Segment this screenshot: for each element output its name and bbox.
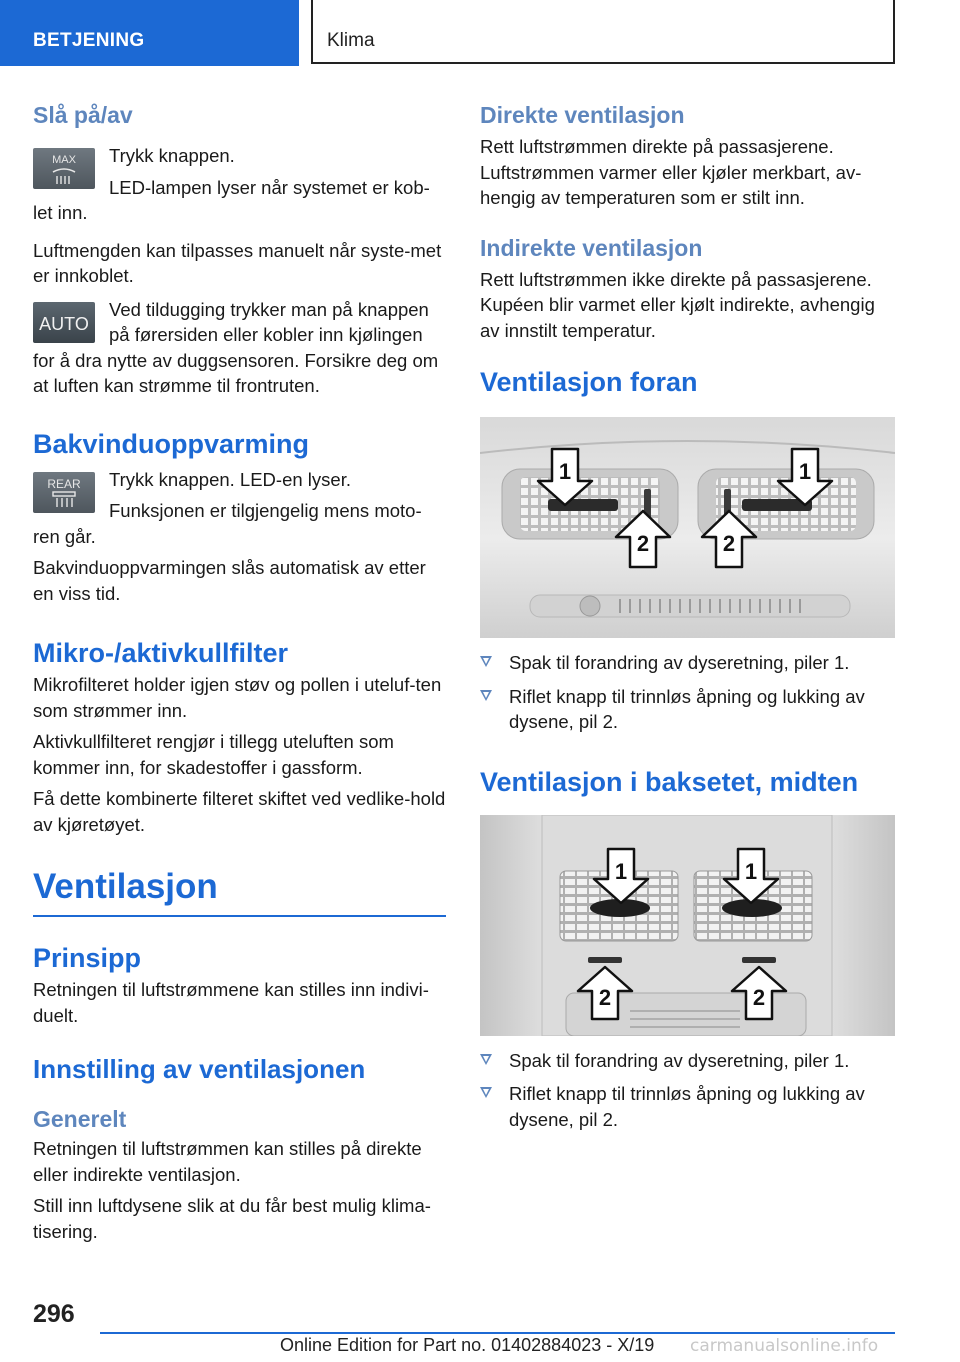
rear-icon-label: REAR [47,476,81,491]
chapter-box [311,0,895,64]
heading-mikrofilter: Mikro-/aktivkullfilter [33,638,289,668]
triangle-bullet-icon [480,690,492,701]
triangle-bullet-icon [480,1054,492,1065]
max-defrost-icon [33,148,95,189]
right-column [480,100,895,1132]
heading-innstilling: Innstilling av ventilasjonen [33,1054,366,1084]
auto-icon-label: AUTO [39,313,89,334]
auto-text-b: for å dra nytte av duggsensoren. Forsikre deg om at luften kan strømme til frontruten. [33,349,439,396]
heading-ventilasjon-foran: Ventilasjon foran [480,367,698,397]
footer-rule [100,1332,895,1334]
bak-text-1: Trykk knappen. LED-en lyser. [109,468,351,490]
rear-arrow-label-2a: 2 [598,984,612,1010]
front-bullet-2: Riflet knapp til trinnløs åpning og lukking av dysene, pil 2. [509,685,865,732]
auto-text-a: Ved tildugging trykker man på knappen på førersiden eller kobler inn kjølingen [109,298,429,345]
bak-text-3: Bakvinduoppvarmingen slås automatisk av etter en viss tid. [33,557,426,604]
rear-arrow-label-2b: 2 [752,984,766,1010]
heading-bakvinduoppvarming: Bakvinduoppvarming [33,428,310,459]
auto-block [33,297,446,348]
heading-indirekte: Indirekte ventilasjon [480,234,703,261]
front-arrow-label-2a: 2 [636,531,650,556]
front-vents-photo [480,417,895,638]
bak-text-2a: Funksjonen er tilgjengelig mens moto- [109,500,422,521]
heading-direkte: Direkte ventilasjon [480,102,685,128]
left-column [33,100,446,1244]
indirekte-text: Rett luftstrømmen ikke direkte på passasjerene. Kupéen blir varmet eller kjølt indirekte, avhengig av innstilt temperatur. [480,268,875,341]
heading-generelt: Generelt [33,1106,127,1132]
bak-text-2b: ren går. [33,525,96,547]
prinsipp-text: Retningen til luftstrømmene kan stilles inn indivi-duelt. [33,979,429,1026]
front-bullet-list [480,650,895,735]
mikro-text-2: Aktivkullfilteret rengjør i tillegg uteluften som kommer inn, for skadestoffer i gassform. [33,731,394,778]
front-arrow-label-1a: 1 [558,459,572,484]
heading-ventilasjon: Ventilasjon [33,867,218,906]
heading-sla-pa-av: Slå på/av [33,102,133,128]
front-bullet-1: Spak til forandring av dyseretning, piler 1. [509,652,850,673]
rear-bullet-list [480,1048,895,1133]
rear-arrow-label-1a: 1 [614,858,628,884]
list-item [480,684,895,735]
mikro-text-3: Få dette kombinerte filteret skiftet ved vedlike-hold av kjøretøyet. [33,788,446,835]
direkte-text: Rett luftstrømmen direkte på passasjerene. Luftstrømmen varmer eller kjøler merkbart, av-hengig av temperaturen som er stilt inn. [480,136,862,208]
max-icon-label: MAX [52,154,76,166]
list-item [480,1081,895,1132]
triangle-bullet-icon [480,656,492,667]
rear-vents-photo [480,815,895,1036]
generelt-text-1: Retningen til luftstrømmen kan stilles på direkte eller indirekte ventilasjon. [33,1138,422,1185]
max-defrost-block [33,143,446,200]
front-arrow-label-1b: 1 [798,459,812,484]
triangle-bullet-icon [480,1087,492,1098]
rear-bullet-2: Riflet knapp til trinnløs åpning og lukking av dysene, pil 2. [509,1083,865,1130]
rear-arrow-label-1b: 1 [744,858,758,884]
sla-text-2b: let inn. [33,202,88,223]
edition-text: Online Edition for Part no. 01402884023 - X/19 [280,1335,655,1355]
section-title: BETJENING [33,30,145,51]
sla-text-1: Trykk knappen. [109,145,235,166]
auto-button-icon [33,302,95,343]
rear-defrost-block [33,467,446,524]
rear-bullet-1: Spak til forandring av dyseretning, piler 1. [509,1049,850,1071]
mikro-text-1: Mikrofilteret holder igjen støv og pollen i uteluf-ten som strømmer inn. [33,674,442,721]
list-item [480,650,895,676]
generelt-text-2: Still inn luftdysene slik at du får best mulig klima-tisering. [33,1195,431,1242]
sla-text-2a: LED-lampen lyser når systemet er kob- [109,176,430,198]
sla-text-3: Luftmengden kan tilpasses manuelt når syste-met er innkoblet. [33,239,442,286]
rear-defrost-icon [33,472,95,513]
heading-ventilasjon-bak: Ventilasjon i baksetet, midten [480,766,859,797]
section-tab [0,0,299,66]
heading-prinsipp: Prinsipp [33,943,142,973]
section-rule [33,915,446,917]
watermark: carmanualsonline.info [690,1336,879,1356]
chapter-title: Klima [327,30,375,51]
page-number: 296 [33,1300,75,1328]
list-item [480,1048,895,1074]
front-arrow-label-2b: 2 [722,531,736,556]
